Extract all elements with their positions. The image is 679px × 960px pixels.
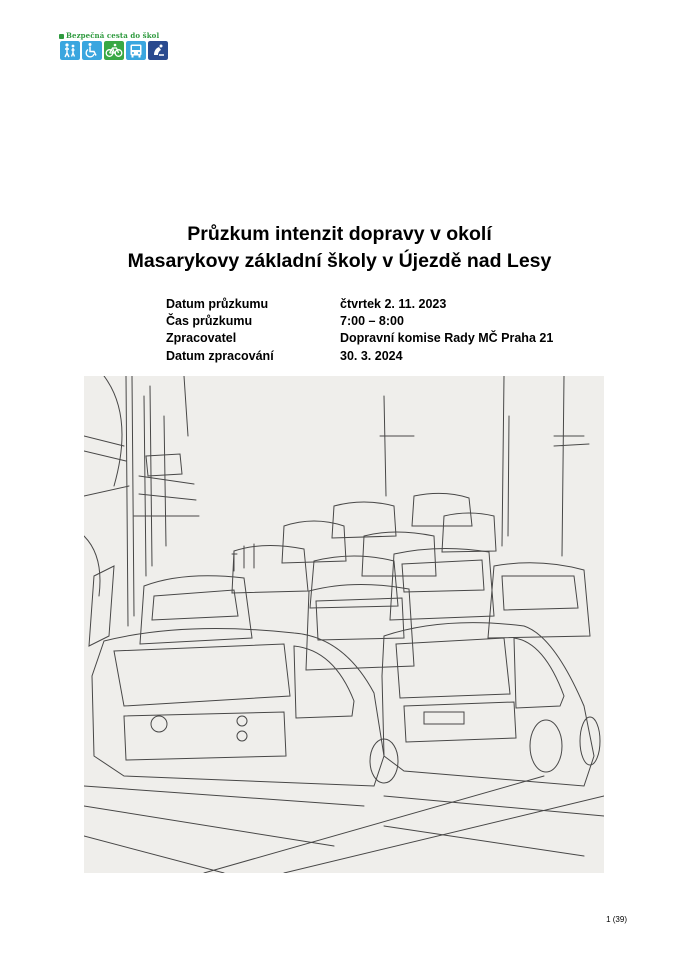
info-value: 30. 3. 2024 bbox=[340, 348, 403, 363]
info-row bbox=[166, 330, 553, 347]
traffic-sketch-illustration bbox=[84, 376, 604, 873]
info-row bbox=[166, 296, 553, 313]
bicycle-icon bbox=[104, 41, 124, 60]
page-title bbox=[0, 221, 679, 275]
bus-icon bbox=[126, 41, 146, 60]
info-value: čtvrtek 2. 11. 2023 bbox=[340, 297, 447, 311]
info-value: Dopravní komise Rady MČ Praha 21 bbox=[340, 331, 554, 346]
title-line-1: Průzkum intenzit dopravy v okolí bbox=[187, 223, 492, 245]
info-label: Zpracovatel bbox=[166, 331, 237, 346]
logo-icons bbox=[60, 41, 168, 60]
title-line-2: Masarykovy základní školy v Újezdě nad Lesy bbox=[127, 250, 552, 272]
survey-info bbox=[166, 296, 553, 365]
logo-text: Bezpečná cesta do škol bbox=[59, 31, 159, 40]
pedestrian-icon bbox=[60, 41, 80, 60]
wheelchair-icon bbox=[82, 41, 102, 60]
info-row bbox=[166, 313, 553, 330]
traffic-sketch-drawing bbox=[84, 376, 604, 873]
page-number: 1 (39) bbox=[606, 915, 627, 924]
logo bbox=[59, 31, 173, 61]
info-row bbox=[166, 348, 553, 365]
info-value: 7:00 – 8:00 bbox=[340, 314, 404, 329]
info-label: Čas průzkumu bbox=[166, 314, 253, 329]
shoe-icon bbox=[148, 41, 168, 60]
info-label: Datum průzkumu bbox=[166, 297, 269, 311]
info-label: Datum zpracování bbox=[166, 348, 274, 363]
